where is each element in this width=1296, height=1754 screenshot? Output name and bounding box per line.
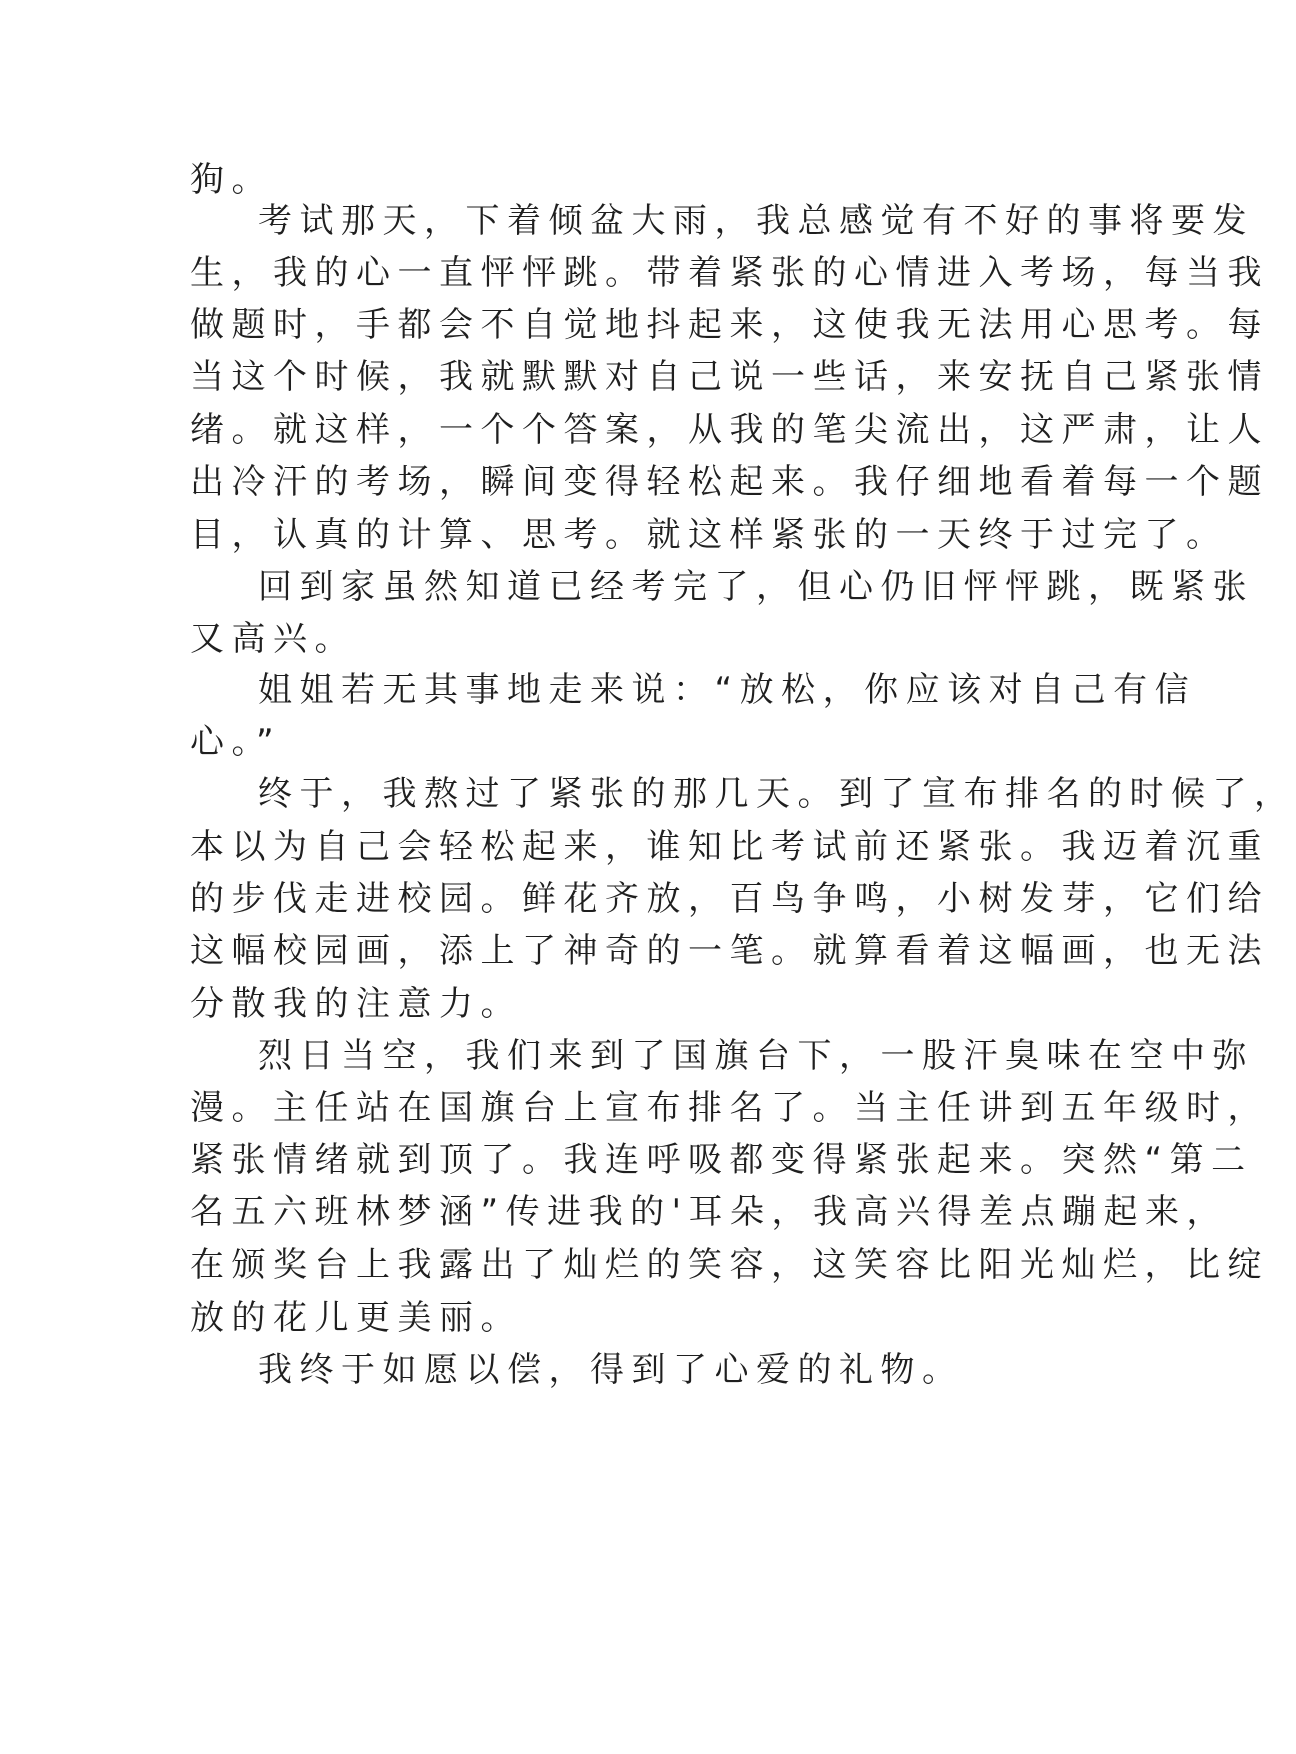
- text-line: 烈日当空，我们来到了国旗台下，一股汗臭味在空中弥: [258, 1036, 1254, 1076]
- text-line: 绪。就这样，一个个答案，从我的笔尖流出，这严肃，让人: [190, 410, 1269, 450]
- text-line: 这幅校园画，添上了神奇的一笔。就算看着这幅画，也无法: [190, 931, 1269, 971]
- text-line: 心。”: [190, 722, 282, 762]
- text-line: 分散我的注意力。: [190, 984, 522, 1024]
- text-line: 的步伐走进校园。鲜花齐放，百鸟争鸣，小树发芽，它们给: [190, 879, 1269, 919]
- text-line: 紧张情绪就到顶了。我连呼吸都变得紧张起来。突然“第二: [190, 1140, 1253, 1180]
- text-line: 当这个时候，我就默默对自己说一些话，来安抚自己紧张情: [190, 357, 1269, 397]
- text-line: 名五六班林梦涵”传进我的'耳朵，我高兴得差点蹦起来，: [190, 1192, 1228, 1232]
- text-line: 我终于如愿以偿，得到了心爱的礼物。: [258, 1350, 964, 1390]
- text-line: 目，认真的计算、思考。就这样紧张的一天终于过完了。: [190, 515, 1228, 555]
- text-line: 生，我的心一直怦怦跳。带着紧张的心情进入考场，每当我: [190, 253, 1269, 293]
- text-line: 狗。: [190, 160, 273, 200]
- text-line: 在颁奖台上我露出了灿烂的笑容，这笑容比阳光灿烂，比绽: [190, 1245, 1269, 1285]
- text-line: 考试那天，下着倾盆大雨，我总感觉有不好的事将要发: [258, 201, 1254, 241]
- text-line: 又高兴。: [190, 619, 356, 659]
- text-line: 本以为自己会轻松起来，谁知比考试前还紧张。我迈着沉重: [190, 827, 1269, 867]
- text-line: 漫。主任站在国旗台上宣布排名了。当主任讲到五年级时，: [190, 1088, 1269, 1128]
- text-line: 出冷汗的考场，瞬间变得轻松起来。我仔细地看着每一个题: [190, 462, 1269, 502]
- text-line: 做题时，手都会不自觉地抖起来，这使我无法用心思考。每: [190, 305, 1269, 345]
- text-line: 姐姐若无其事地走来说：“放松，你应该对自己有信: [258, 670, 1197, 710]
- text-line: 放的花儿更美丽。: [190, 1298, 522, 1338]
- text-line: 终于，我熬过了紧张的那几天。到了宣布排名的时候了，: [258, 774, 1296, 814]
- text-line: 回到家虽然知道已经考完了，但心仍旧怦怦跳，既紧张: [258, 567, 1254, 607]
